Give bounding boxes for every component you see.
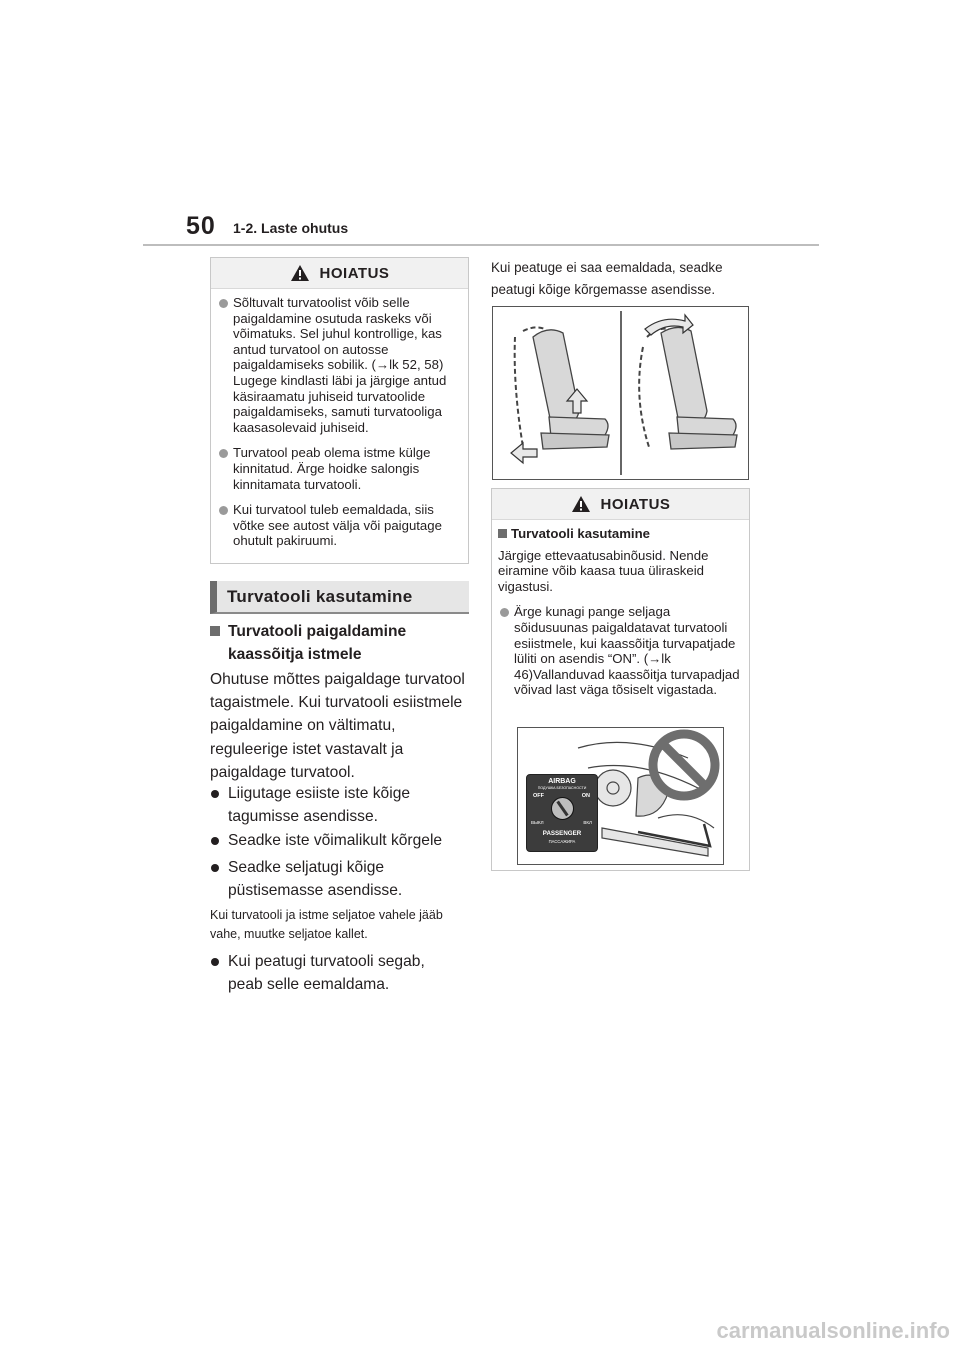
bullet-item: Liigutage esiiste iste kõige tagumisse asendisse. (228, 782, 463, 828)
airbag-label-ru: ПОДУШКА БЕЗОПАСНОСТИ (537, 786, 587, 790)
on-ru-label: ВКЛ (583, 820, 592, 825)
off-ru-label: ВЫКЛ (531, 820, 544, 825)
warning-item: Kui turvatool tuleb eemaldada, siis võtke see autost välja või paigutage ohutult pakiruumi. (217, 502, 460, 549)
airbag-label: AIRBAG (548, 778, 576, 785)
warning-triangle-icon (571, 495, 591, 513)
warning-header (492, 489, 749, 520)
warning-box-1 (210, 257, 469, 564)
warning-item: Turvatool peab olema istme külge kinnitatud. Ärge hoidke salongis kinnitamata turvatooli. (217, 445, 460, 492)
watermark: carmanualsonline.info (716, 1318, 950, 1343)
headrest-text: Kui peatuge ei saa eemaldada, seadke peatugi kõige kõrgemasse asendisse. (491, 260, 723, 297)
prohibition-icon (647, 728, 721, 802)
subsection-title: Turvatooli paigaldamine kaassõitja istmele (210, 620, 470, 666)
airbag-switch-knob[interactable] (551, 797, 574, 820)
warning-item: Sõltuvalt turvatoolist võib selle paigaldamine osutuda raskeks või võimatuks. Sel juhul kontrollige, kas antud turvatool on autosse paigaldamiseks sobilik. (→lk 52, 58) Lugege kindlasti läbi ja järgige antud käsiraamatu juhiseid turvatoolide paigaldamiseks, samuti turvatooliga kaasasolevaid juhiseid. (217, 295, 460, 435)
warning-title: HOIATUS (600, 495, 671, 513)
warning-triangle-icon (290, 264, 310, 282)
passenger-label: PASSENGER (542, 830, 582, 837)
airbag-switch-panel (526, 774, 598, 852)
section-heading: Turvatooli kasutamine (210, 581, 469, 614)
seat-illustration (492, 306, 749, 480)
intro-paragraph: Ohutuse mõttes paigaldage turvatool tagaistmele. Kui turvatooli esiistmele paigaldamine on vältimatu, reguleerige istet vastavalt ja paigaldage turvatool. (210, 671, 465, 781)
on-label: ON (581, 793, 590, 799)
passenger-ru-label: ПАССАЖИРА (548, 839, 576, 844)
warning-box-2 (491, 488, 750, 871)
warning-title: HOIATUS (319, 264, 390, 282)
seat-adjustment-image (493, 307, 748, 479)
header-rule (143, 244, 819, 246)
airbag-illustration (517, 727, 724, 865)
warning-item: Ärge kunagi pange seljaga sõidusuunas paigaldatavat turvatooli esiistmele, kui kaassõitja turvapatjade lüliti on asendis “ON”. (→lk 46)Vallanduvad kaassõitja turvapadjad võivad last väga tõsiselt vigastada. (498, 604, 741, 698)
bullet-item: Seadke seljatugi kõige püstisemasse asendisse. (228, 856, 463, 902)
page-number: 50 (186, 212, 216, 240)
bullet-item: Seadke iste võimalikult kõrgele (228, 829, 468, 852)
section-title: 1-2. Laste ohutus (233, 220, 349, 236)
bullet-item: Kui peatugi turvatooli segab, peab selle eemaldama. (228, 950, 458, 996)
warning-subtitle: Turvatooli kasutamine (498, 526, 741, 542)
warning-header (211, 258, 468, 289)
off-label: OFF (533, 793, 544, 799)
note-text: Kui turvatooli ja istme seljatoe vahele jääb vahe, muutke seljatoe kallet. (210, 908, 443, 941)
warning-text: Järgige ettevaatusabinõusid. Nende eiramine võib kaasa tuua üliraskeid vigastusi. (498, 547, 709, 594)
